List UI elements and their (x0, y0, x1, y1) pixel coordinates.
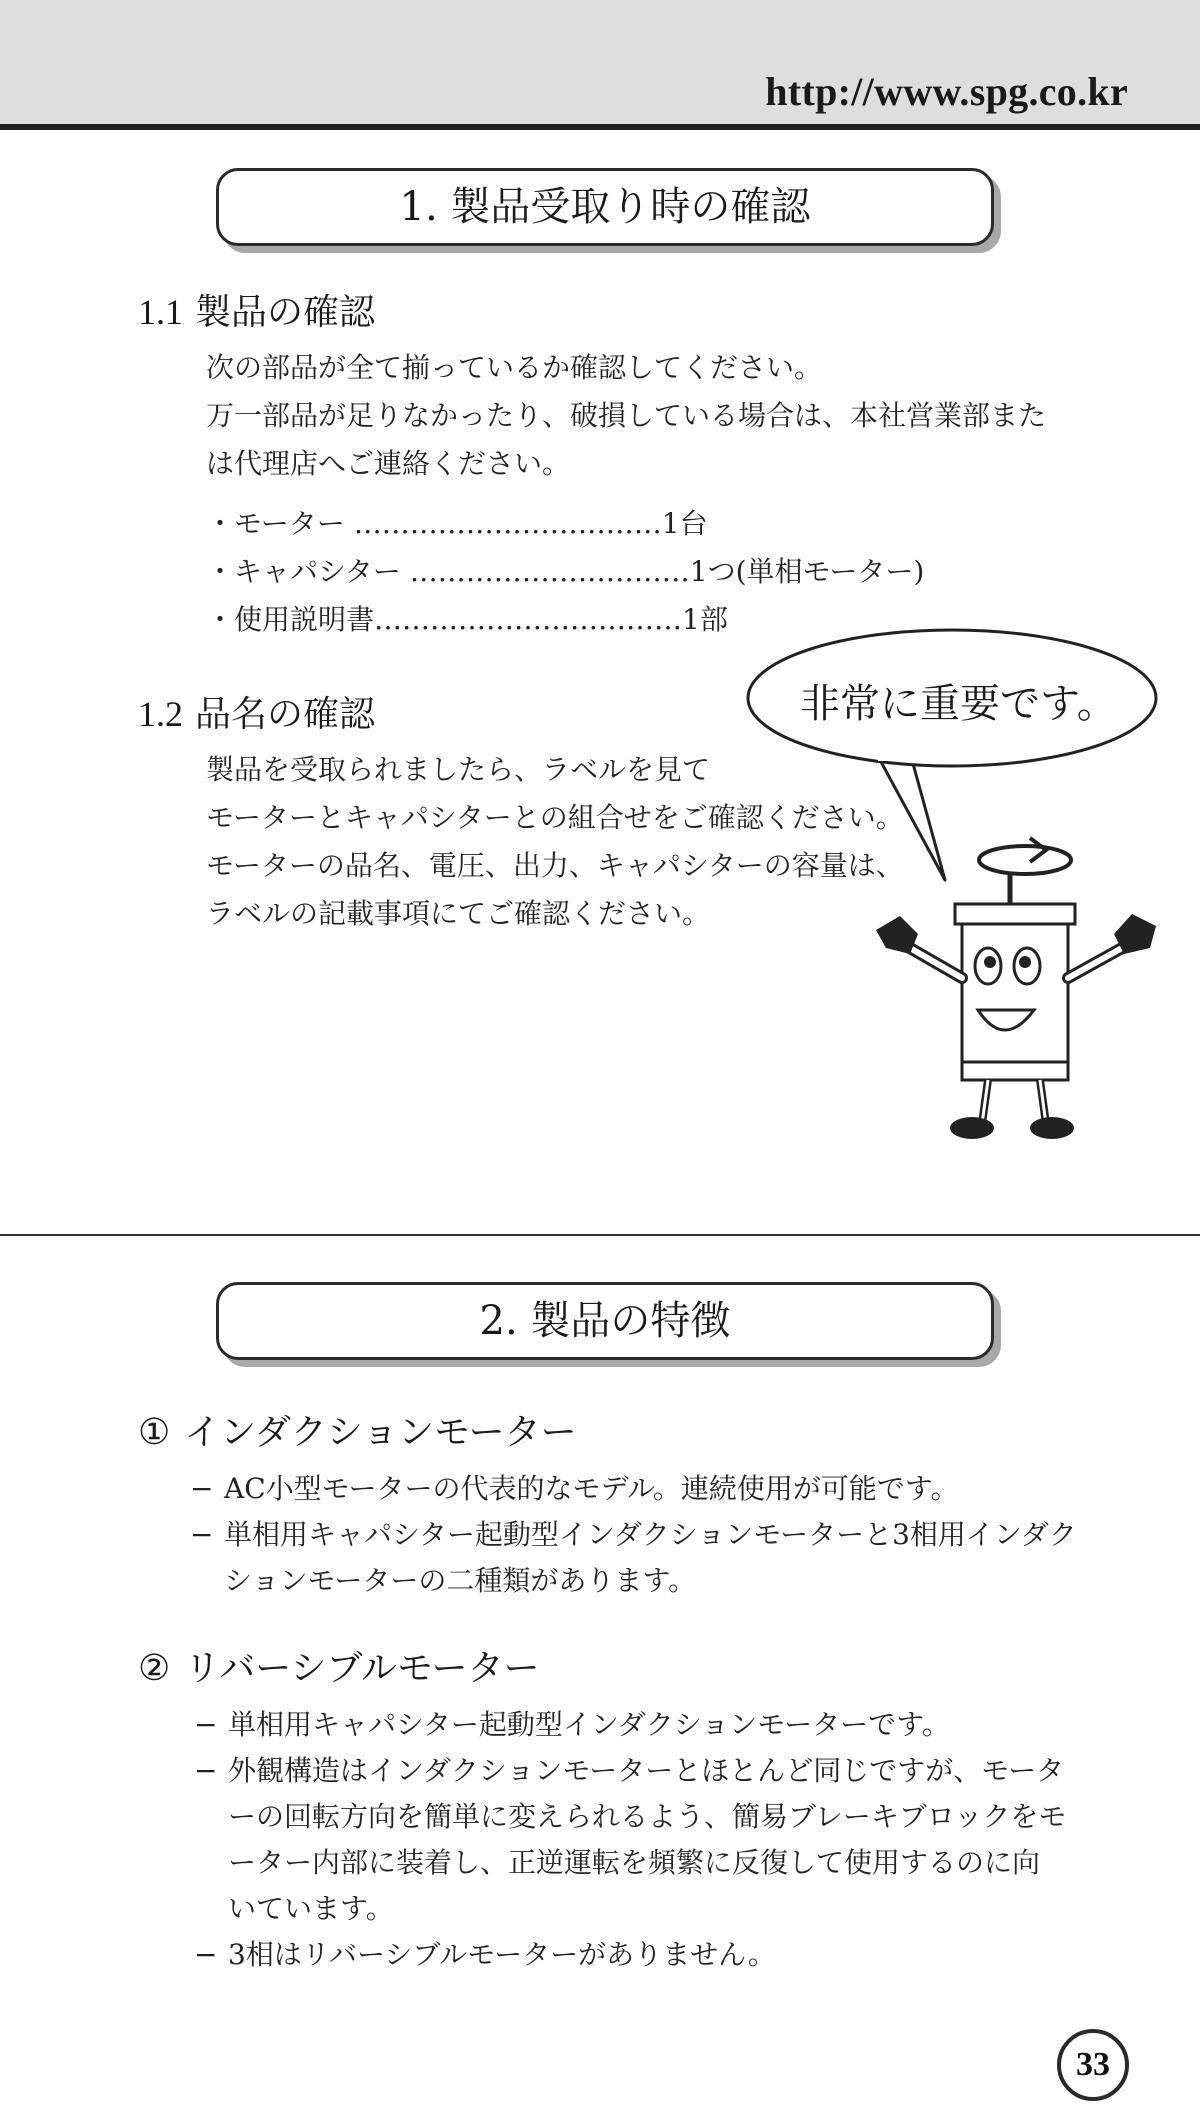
paragraph-line: モーターとキャパシターとの組合せをご確認ください。 (206, 801, 904, 834)
dash: − (194, 1754, 218, 1787)
feature-label: インダクションモーター (184, 1412, 577, 1453)
bullet-line: AC小型モーターの代表的なモデル。連続使用が可能です。 (224, 1472, 959, 1505)
bullet-line: 単相用キャパシター起動型インダクションモーターです。 (228, 1708, 950, 1741)
list-item (194, 1932, 1066, 1978)
section-title-1: 1. 製品受取り時の確認 (216, 168, 994, 246)
bullet-line: 外観構造はインダクションモーターとほとんど同じですが、モータ (228, 1754, 1065, 1787)
subsection-number: 1.1 (138, 292, 183, 332)
speech-bubble-text: 非常に重要です。 (800, 681, 1117, 727)
bullet-line: 3相はリバーシブルモーターがありません。 (228, 1938, 776, 1971)
paragraph-line: 万一部品が足りなかったり、破損している場合は、本社営業部また (206, 399, 1047, 432)
dash: − (190, 1472, 214, 1505)
dash: − (190, 1518, 214, 1551)
list-item (190, 1512, 1077, 1604)
feature-label: リバーシブルモーター (184, 1648, 540, 1689)
list-item (190, 1466, 1077, 1512)
paragraph-line: 製品を受取られましたら、ラベルを見て (206, 753, 711, 786)
paragraph-line: ラベルの記載事項にてご確認ください。 (206, 897, 711, 930)
bullet-line: ーの回転方向を簡単に変えられるよう、簡易ブレーキブロックをモ (228, 1800, 1067, 1833)
paragraph-line: モーターの品名、電圧、出力、キャパシターの容量は、 (206, 849, 904, 882)
feature-title-reversible-motor (138, 1640, 540, 1691)
list-item (194, 1702, 1066, 1748)
subsection-number: 1.2 (138, 694, 183, 734)
subsection-label: 品名の確認 (195, 694, 376, 735)
subsection-label: 製品の確認 (195, 292, 376, 333)
bullet-line: 単相用キャパシター起動型インダクションモーターと3相用インダク (224, 1518, 1077, 1551)
list-item (194, 1748, 1066, 1932)
circled-number-1: ① (138, 1412, 171, 1453)
list-item: ・使用説明書……………………………1部 (206, 603, 728, 636)
paragraph-line: 次の部品が全て揃っているか確認してください。 (206, 351, 823, 384)
bullet-line: いています。 (228, 1892, 394, 1925)
reversible-motor-bullets (194, 1702, 1066, 1978)
feature-title-induction-motor (138, 1404, 577, 1455)
rotation-arrow-icon (979, 838, 1071, 904)
bullet-line: ーター内部に装着し、正逆運転を頻繁に反復して使用するのに向 (228, 1846, 1041, 1879)
section-title-2: 2. 製品の特徴 (216, 1282, 994, 1360)
list-item: ・モーター ……………………………1台 (206, 507, 708, 540)
mascot-body (962, 924, 1068, 1080)
dash: − (194, 1938, 218, 1971)
dash: − (194, 1708, 218, 1741)
circled-number-2: ② (138, 1648, 171, 1689)
speech-bubble (880, 760, 945, 880)
website-url[interactable]: http://www.spg.co.kr (765, 69, 1128, 114)
list-item: ・キャパシター …………………………1つ(単相モーター) (206, 555, 925, 588)
page-number: 33 (1076, 2046, 1110, 2083)
induction-motor-bullets (190, 1466, 1077, 1604)
paragraph-line: は代理店へご連絡ください。 (206, 447, 571, 480)
bullet-line: ションモーターの二種類があります。 (224, 1564, 697, 1597)
section-divider (0, 1234, 1200, 1236)
